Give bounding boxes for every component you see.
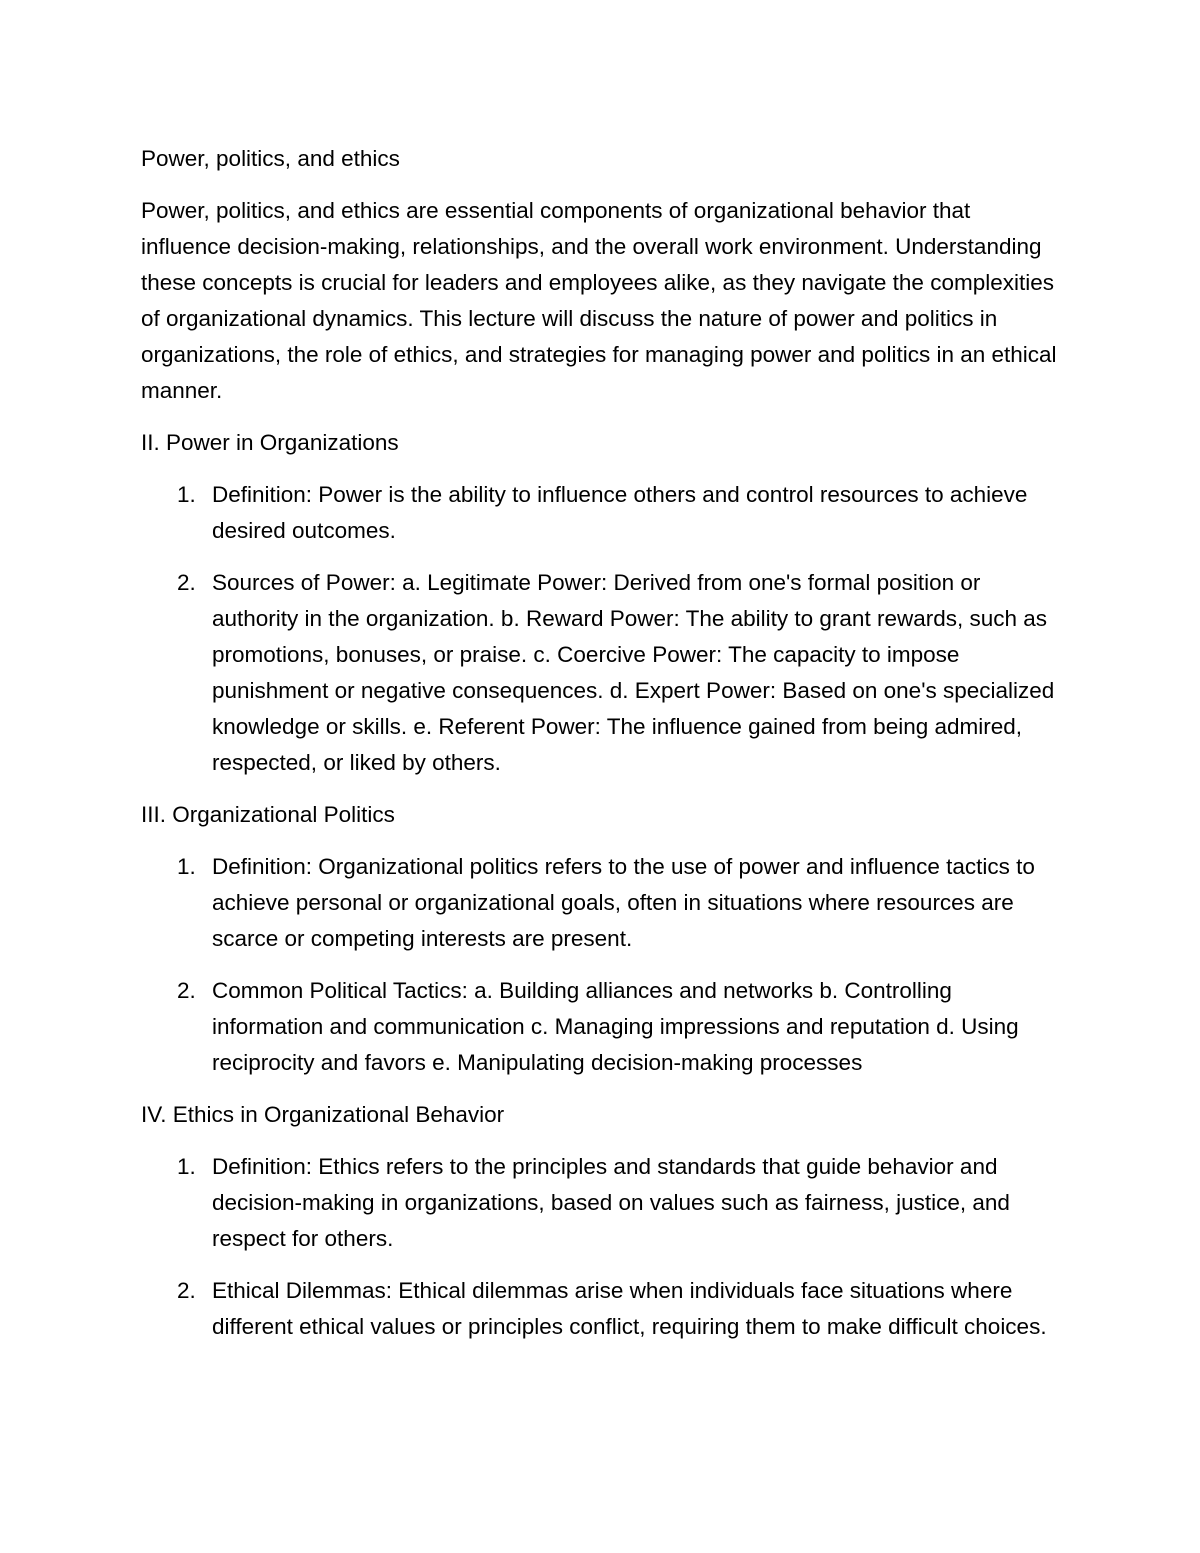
intro-paragraph: Power, politics, and ethics are essential components of organizational behavior that influence decision-making, relationships, and the overall work environment. Understanding these concepts is crucial for leaders and employees alike, as they navigate the complexities of organizational dynamics. This lecture will discuss the nature of power and politics in organizations, the role of ethics, and strategies for managing power and politics in an ethical manner. [141, 198, 1057, 403]
list-item-text: Definition: Organizational politics refers to the use of power and influence tactics to achieve personal or organizational goals, often in situations where resources are scarce or competing interests are present. [212, 854, 1035, 951]
list-item [141, 477, 1066, 549]
list-item [141, 849, 1066, 957]
list-item [141, 1149, 1066, 1257]
list-item-number: 1. [177, 1154, 196, 1179]
document-title: Power, politics, and ethics [141, 146, 400, 171]
list-item-number: 2. [177, 978, 196, 1003]
section-heading-politics: III. Organizational Politics [141, 802, 395, 827]
section-list-politics [141, 849, 1066, 1081]
list-item-number: 2. [177, 1278, 196, 1303]
list-item-number: 2. [177, 570, 196, 595]
list-item [141, 1273, 1066, 1345]
list-item-text: Definition: Power is the ability to influence others and control resources to achieve desired outcomes. [212, 482, 1028, 543]
list-item [141, 973, 1066, 1081]
list-item-text: Sources of Power: a. Legitimate Power: Derived from one's formal position or authority in the organization. b. Reward Power: The ability to grant rewards, such as promotions, bonuses, or praise. c. Coercive Power: The capacity to impose punishment or negative consequences. d. Expert Power: Based on one's specialized knowledge or skills. e. Referent Power: The influence gained from being admired, respected, or liked by others. [212, 570, 1055, 775]
list-item-text: Ethical Dilemmas: Ethical dilemmas arise when individuals face situations where different ethical values or principles conflict, requiring them to make difficult choices. [212, 1278, 1047, 1339]
list-item-text: Definition: Ethics refers to the principles and standards that guide behavior and decision-making in organizations, based on values such as fairness, justice, and respect for others. [212, 1154, 1010, 1251]
list-item-number: 1. [177, 482, 196, 507]
section-list-ethics [141, 1149, 1066, 1345]
section-list-power [141, 477, 1066, 781]
list-item-text: Common Political Tactics: a. Building alliances and networks b. Controlling information and communication c. Managing impressions and reputation d. Using reciprocity and favors e. Manipulating decision-making processes [212, 978, 1019, 1075]
section-heading-power: II. Power in Organizations [141, 430, 399, 455]
document-body [141, 141, 1066, 1361]
section-heading-ethics: IV. Ethics in Organizational Behavior [141, 1102, 505, 1127]
list-item [141, 565, 1066, 781]
list-item-number: 1. [177, 854, 196, 879]
